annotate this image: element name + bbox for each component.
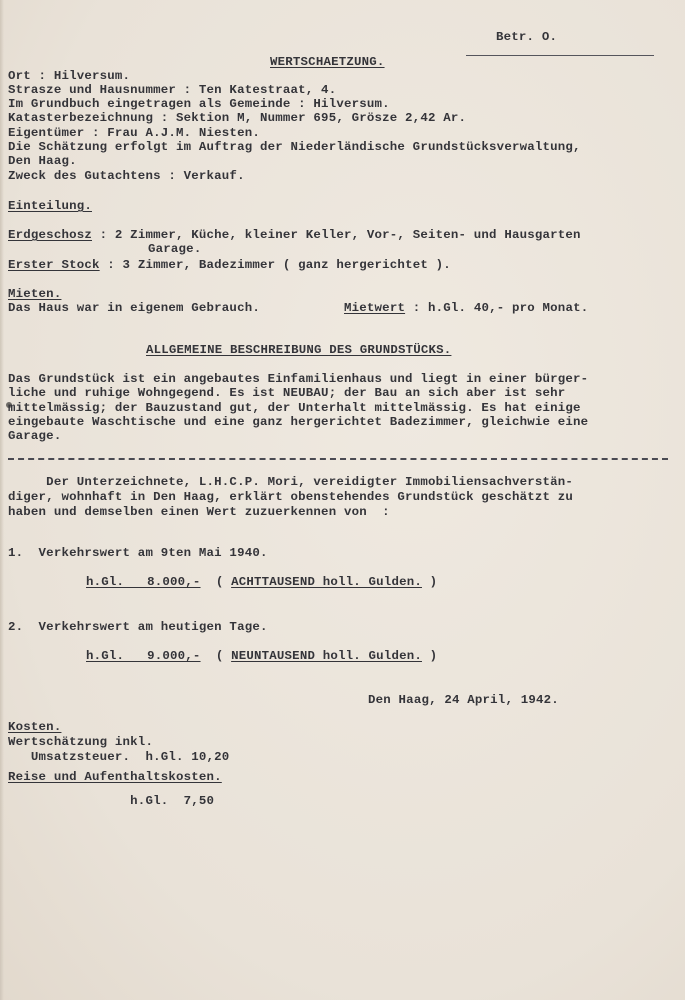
- page-title: WERTSCHAETZUNG.: [270, 55, 385, 69]
- kosten-heading: Kosten.: [8, 720, 62, 734]
- header-zweck: Zweck des Gutachtens : Verkauf.: [8, 169, 245, 183]
- header-kataster: Katasterbezeichnung : Sektion M, Nummer 695, Grösze 2,42 Ar.: [8, 111, 467, 125]
- erdgeschoss-text: : 2 Zimmer, Küche, kleiner Keller, Vor-, Seiten- und Hausgarten: [92, 228, 581, 242]
- mieten-heading: Mieten.: [8, 287, 62, 301]
- header-ort: Ort : Hilversum.: [8, 69, 131, 83]
- reference-underline: [466, 55, 654, 56]
- einteilung-heading: Einteilung.: [8, 199, 92, 213]
- beschreibung-line: liche und ruhige Wohngegend. Es ist NEUBAU; der Bau an sich aber ist sehr: [8, 386, 566, 400]
- kosten-line: h.Gl. 7,50: [8, 794, 215, 808]
- reference-label: Betr. O.: [496, 30, 558, 44]
- erklaerung-line: diger, wohnhaft in Den Haag, erklärt obenstehendes Grundstück geschätzt zu: [8, 490, 574, 504]
- kosten-line: Umsatzsteuer. h.Gl. 10,20: [8, 750, 230, 764]
- beschreibung-line: mittelmässig; der Bauzustand gut, der Unterhalt mittelmässig. Es hat einige: [8, 401, 581, 415]
- einteilung-erster-stock: [8, 258, 451, 272]
- erster-stock-label: Erster Stock: [8, 258, 100, 272]
- header-auftrag: Die Schätzung erfolgt im Auftrag der Niederländische Grundstücksverwaltung,: [8, 140, 581, 154]
- wert-1-amount-line: h.Gl. 8.000,- ( ACHTTAUSEND holl. Gulden. ): [86, 575, 438, 589]
- wert-2-amount-line: h.Gl. 9.000,- ( NEUNTAUSEND holl. Gulden. ): [86, 649, 438, 663]
- beschreibung-line: Garage.: [8, 429, 62, 443]
- header-eigentuemer: Eigentümer : Frau A.J.M. Niesten.: [8, 126, 260, 140]
- section-divider: [8, 458, 668, 460]
- kosten-line: Wertschätzung inkl.: [8, 735, 154, 749]
- wert-2-label: 2. Verkehrswert am heutigen Tage.: [8, 620, 268, 634]
- einteilung-erdgeschoss: [8, 228, 581, 242]
- beschreibung-line: eingebaute Waschtische und eine ganz hergerichtet Badezimmer, gleichwie eine: [8, 415, 589, 429]
- beschreibung-heading: ALLGEMEINE BESCHREIBUNG DES GRUNDSTÜCKS.: [146, 343, 452, 357]
- wert-1-words: ACHTTAUSEND holl. Gulden.: [231, 575, 422, 589]
- mietwert-label: Mietwert: [344, 301, 406, 315]
- paper-edge: [0, 0, 4, 1000]
- erdgeschoss-label: Erdgeschosz: [8, 228, 92, 242]
- beschreibung-line: Das Grundstück ist ein angebautes Einfamilienhaus und liegt in einer bürger-: [8, 372, 589, 386]
- wert-1-amount: h.Gl. 8.000,-: [86, 575, 201, 589]
- place-date: Den Haag, 24 April, 1942.: [368, 693, 559, 707]
- kosten-reise: Reise und Aufenthaltskosten.: [8, 770, 222, 784]
- mietwert-text: : h.Gl. 40,- pro Monat.: [405, 301, 589, 315]
- erklaerung-line: Der Unterzeichnete, L.H.C.P. Mori, vereidigter Immobiliensachverstän-: [8, 475, 574, 489]
- mietwert-line: [344, 301, 588, 315]
- header-strasse: Strasze und Hausnummer : Ten Katestraat, 4.: [8, 83, 337, 97]
- erdgeschoss-text-cont: Garage.: [148, 242, 202, 256]
- header-den-haag: Den Haag.: [8, 154, 77, 168]
- erklaerung-line: haben und demselben einen Wert zuzuerkennen von :: [8, 505, 390, 519]
- erster-stock-text: : 3 Zimmer, Badezimmer ( ganz hergerichtet ).: [99, 258, 451, 272]
- mieten-text: Das Haus war in eigenem Gebrauch.: [8, 301, 260, 315]
- wert-1-label: 1. Verkehrswert am 9ten Mai 1940.: [8, 546, 268, 560]
- wert-2-words: NEUNTAUSEND holl. Gulden.: [231, 649, 422, 663]
- wert-2-amount: h.Gl. 9.000,-: [86, 649, 201, 663]
- header-grundbuch: Im Grundbuch eingetragen als Gemeinde : Hilversum.: [8, 97, 390, 111]
